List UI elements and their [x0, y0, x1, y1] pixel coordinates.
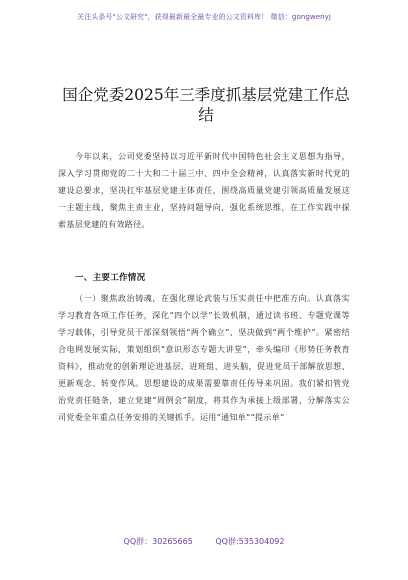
header-banner: 关注头条号"公文研究"，获得最新最全最专业的公文资料库！ 微信：gongwenyj: [77, 13, 331, 21]
qq-group-1: QQ群：30265665: [123, 537, 193, 546]
intro-paragraph: 今年以来，公司党委坚持以习近平新时代中国特色社会主义思想为指导，深入学习贯彻党的二十大和二十届三中、四中全会精神，认真落实新时代党的建设总要求，坚决扛牢基层党建主体责任，围绕高质量党建引领高质量发展这一主题主线，聚焦主责主业，坚持问题导向，强化系统思维，在工作实践中探索基层党建的有效路径。: [58, 152, 350, 229]
qq-group-2: QQ群:535304092: [215, 537, 285, 546]
document-title: 国企党委2025年三季度抓基层党建工作总结: [62, 86, 350, 124]
section-heading: 一、主要工作情况: [75, 273, 146, 283]
footer-contact: [0, 536, 408, 547]
body-paragraph: （一）聚焦政治铸魂，在强化理论武装与压实责任中把准方向。认真落实学习教育各项工作任务，深化“四个以学”长效机制，通过读书班、专题党课等学习载体，引导党员干部深刻领悟“两个确立”、坚决做到“两个维护”。紧密结合电网发展实际，策划组织“意识形态专题大讲堂”，牵头编印《形势任务教育资料》，推动党的创新理论进基层、进班组、进头脑，促进党员干部解放思想、更新观念、转变作风。思想建设的成果需要靠责任传导来巩固。我们紧扣管党治党责任链条，建立党建“周例会”制度，将其作为承接上级部署、分解落实公司党委全年重点任务安排的关键抓手。运用“通知单”“提示单”: [58, 294, 350, 422]
